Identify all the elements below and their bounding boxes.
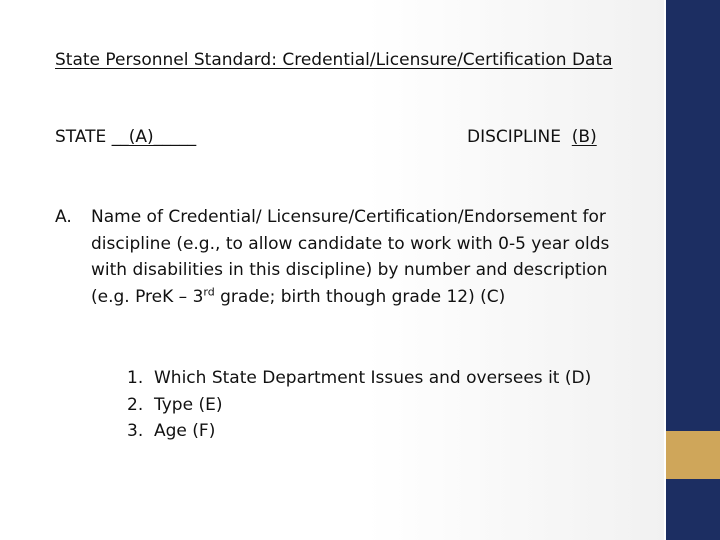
side-bar-navy-top bbox=[666, 0, 720, 431]
item-a-text-main: Name of Credential/ Licensure/Certification/Endorsement for discipline (e.g., to allow candidate to work with 0-5 year olds with disabilities in this discipline) by number and description (e.g. PreK – 3 bbox=[91, 207, 610, 307]
list-item-number: 3. bbox=[127, 421, 144, 441]
side-bar-gold-accent bbox=[666, 431, 720, 479]
list-item bbox=[127, 418, 591, 445]
discipline-code: (B) bbox=[571, 127, 597, 147]
discipline-label: DISCIPLINE bbox=[467, 127, 561, 147]
state-blank-after: _____ bbox=[153, 127, 197, 147]
state-field bbox=[55, 125, 196, 149]
state-label: STATE bbox=[55, 127, 107, 147]
list-item-text: Age (F) bbox=[154, 421, 216, 441]
list-item bbox=[127, 392, 591, 419]
item-a-text bbox=[91, 204, 645, 310]
discipline-field bbox=[467, 125, 597, 149]
state-code: (A) bbox=[128, 127, 154, 147]
state-blank-before: __ bbox=[111, 127, 129, 147]
item-a-superscript: rd bbox=[203, 284, 215, 298]
side-bar-navy-bottom bbox=[666, 479, 720, 540]
list-item-text: Which State Department Issues and oversees it (D) bbox=[154, 368, 592, 388]
list-item-number: 2. bbox=[127, 394, 144, 415]
list-item bbox=[127, 365, 591, 392]
slide-title: State Personnel Standard: Credential/Licensure/Certification Data bbox=[55, 50, 613, 70]
sub-item-list bbox=[127, 365, 591, 445]
item-a-marker: A. bbox=[55, 207, 72, 227]
list-item-number: 1. bbox=[127, 368, 144, 388]
list-item-text: Type (E) bbox=[154, 394, 223, 415]
item-a bbox=[55, 204, 645, 310]
item-a-text-tail: grade; birth though grade 12) (C) bbox=[214, 286, 506, 307]
